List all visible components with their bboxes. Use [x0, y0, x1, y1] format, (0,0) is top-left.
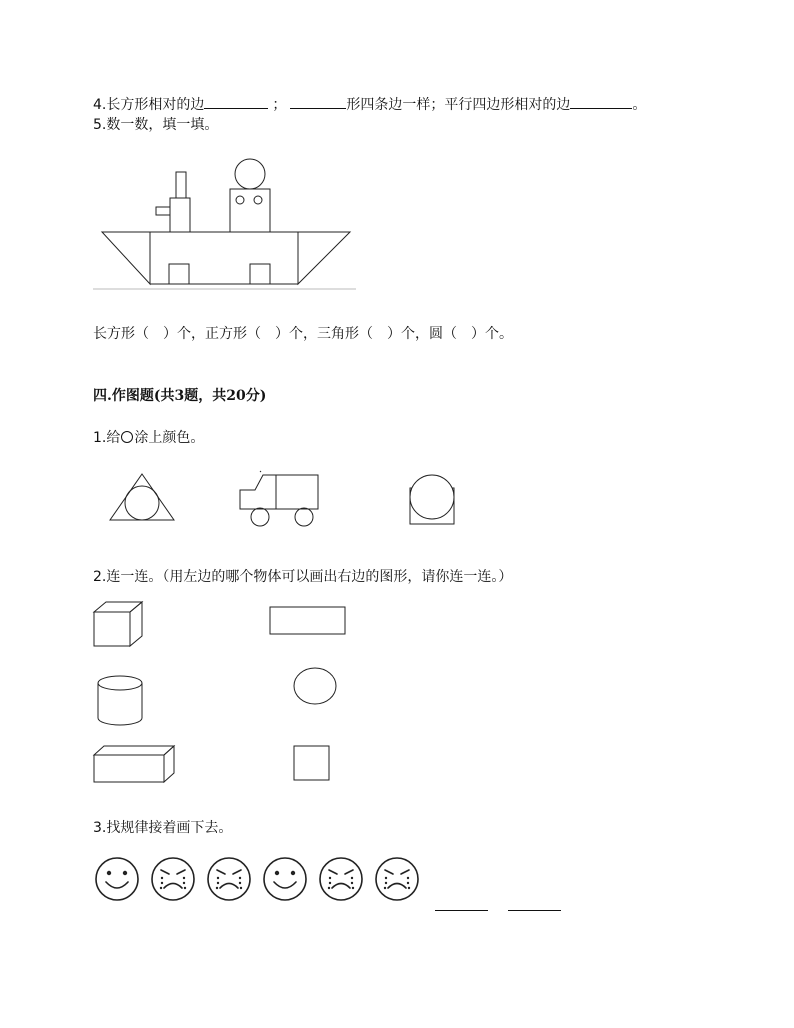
crying-face-icon	[376, 858, 418, 900]
crying-face-icon	[320, 858, 362, 900]
q5-count-line: 长方形（ ）个，正方形（ ）个，三角形（ ）个，圆（ ）个。	[93, 326, 513, 342]
draw3-title: 3.找规律接着画下去。	[93, 820, 233, 836]
answer-blank-1[interactable]	[435, 910, 488, 911]
q4-text-3: 形四条边一样；平行四边形相对的边	[346, 97, 571, 113]
q4-text-1: 4.长方形相对的边	[93, 97, 205, 113]
q4-text-4: 。	[632, 97, 647, 113]
crying-face-icon	[152, 858, 194, 900]
smile-face-icon	[264, 858, 306, 900]
draw1-title: 1.给 涂上颜色。	[93, 430, 205, 446]
draw2-title: 2.连一连。（用左边的哪个物体可以画出右边的图形，请你连一连。）	[93, 569, 513, 585]
section4-title: 四.作图题(共3题，共20分)	[93, 388, 267, 404]
answer-blank-2[interactable]	[508, 910, 561, 911]
smile-face-icon	[96, 858, 138, 900]
q5-title: 5.数一数，填一填。	[93, 117, 219, 133]
crying-face-icon	[208, 858, 250, 900]
q4-text-2: ；	[272, 97, 287, 113]
